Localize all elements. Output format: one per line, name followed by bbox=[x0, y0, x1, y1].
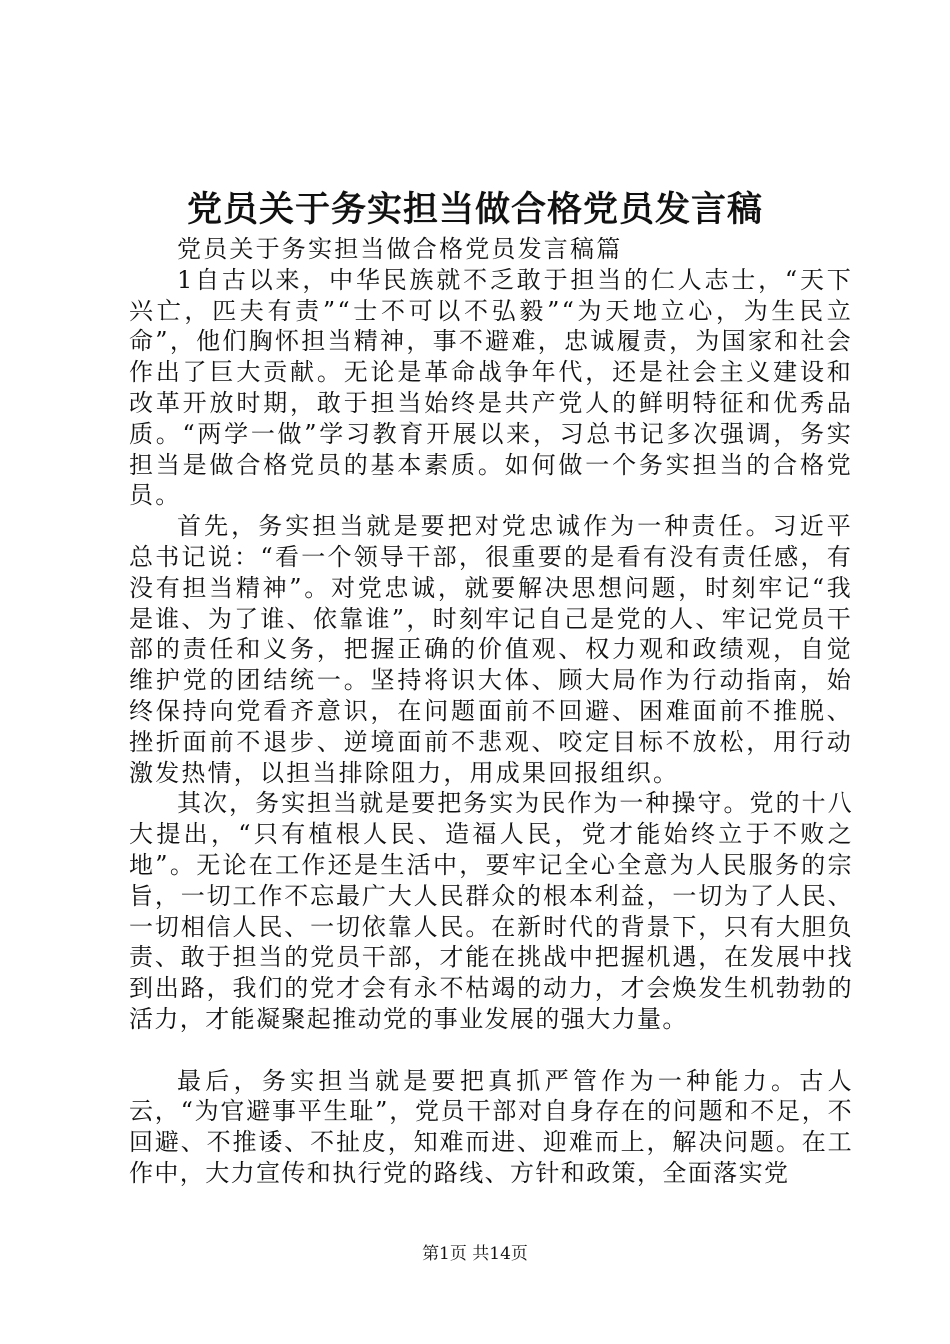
page-footer: 第1页 共14页 bbox=[422, 1244, 528, 1264]
paragraph-spacer bbox=[129, 1035, 853, 1066]
document-title: 党员关于务实担当做合格党员发言稿 bbox=[186, 189, 763, 230]
paragraph-heading-line: 党员关于务实担当做合格党员发言稿篇 bbox=[177, 235, 623, 263]
paragraph-first-point: 首先，务实担当就是要把对党忠诚作为一种责任。习近平总书记说：“看一个领导干部，很重要的是看有没有责任感，有没有担当精神”。对党忠诚，就要解决思想问题，时刻牢记“我是谁、为了谁、依靠谁”，时刻牢记自己是党的人、牢记党员干部的责任和义务，把握正确的价值观、权力观和政绩观，自觉维护党的团结统一。坚持将识大体、顾大局作为行动指南，始终保持向党看齐意识，在问题面前不回避、困难面前不推脱、挫折面前不退步、逆境面前不悲观、咬定目标不放松，用行动激发热情，以担当排除阻力，用成果回报组织。 bbox=[129, 512, 853, 787]
document-body bbox=[129, 234, 853, 1189]
paragraph-intro: 1自古以来，中华民族就不乏敢于担当的仁人志士，“天下兴亡，匹夫有责”“士不可以不弘毅”“为天地立心，为生民立命”，他们胸怀担当精神，事不避难，忠诚履责，为国家和社会作出了巨大贡献。无论是革命战争年代，还是社会主义建设和改革开放时期，敢于担当始终是共产党人的鲜明特征和优秀品质。“两学一做”学习教育开展以来，习总书记多次强调，务实担当是做合格党员的基本素质。如何做一个务实担当的合格党员。 bbox=[129, 265, 853, 510]
paragraph-second-point: 其次，务实担当就是要把务实为民作为一种操守。党的十八大提出，“只有植根人民、造福人民，党才能始终立于不败之地”。无论在工作还是生活中，要牢记全心全意为人民服务的宗旨，一切工作不忘最广大人民群众的根本利益，一切为了人民、一切相信人民、一切依靠人民。在新时代的背景下，只有大胆负责、敢于担当的党员干部，才能在挑战中把握机遇，在发展中找到出路，我们的党才会有永不枯竭的动力，才会焕发生机勃勃的活力，才能凝聚起推动党的事业发展的强大力量。 bbox=[129, 789, 853, 1033]
paragraph-third-point: 最后，务实担当就是要把真抓严管作为一种能力。古人云，“为官避事平生耻”，党员干部对自身存在的问题和不足，不回避、不推诿、不扯皮，知难而进、迎难而上，解决问题。在工作中，大力宣传和执行党的路线、方针和政策，全面落实党 bbox=[129, 1066, 853, 1187]
